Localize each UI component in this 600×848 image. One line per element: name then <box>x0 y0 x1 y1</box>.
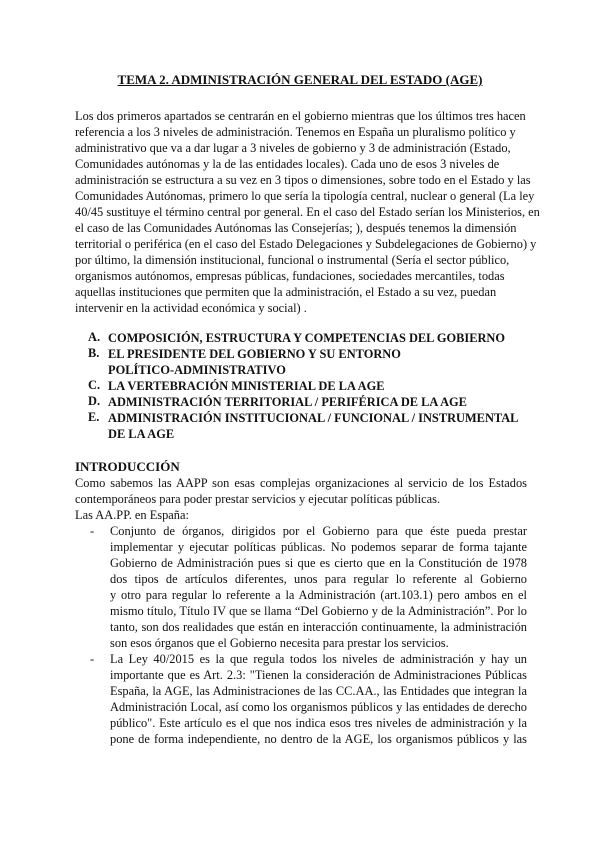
bullet-line: Gobierno de Administración pues si que es cierto que en la Constitución de 1978 <box>110 556 527 570</box>
outline-item <box>88 394 528 410</box>
outline-text: ADMINISTRACIÓN INSTITUCIONAL / FUNCIONAL / INSTRUMENTAL <box>108 411 519 425</box>
bullet-line: mismo título, Título IV que se llama “Del Gobierno y de la Administración”. Por lo <box>110 604 527 618</box>
bullet-line: público". Este artículo es el que nos indica esos tres niveles de administración y la <box>110 716 527 730</box>
outline-text: LA VERTEBRACIÓN MINISTERIAL DE LA AGE <box>108 379 385 393</box>
paragraph-line: Comunidades Autónomas, primero lo que sería la tipología central, nuclear o general (La ley <box>75 189 535 203</box>
outline-letter: C. <box>88 378 101 392</box>
outline-letter: D. <box>88 394 101 408</box>
paragraph-line: intervenir en la actividad económica y social) . <box>75 301 307 315</box>
bullet-dash: - <box>90 524 95 538</box>
outline-text: COMPOSICIÓN, ESTRUCTURA Y COMPETENCIAS DEL GOBIERNO <box>108 331 506 345</box>
outline-text: POLÍTICO-ADMINISTRATIVO <box>108 363 286 377</box>
bullet-item <box>75 651 527 747</box>
bullet-line: España, la AGE, las Administraciones de las CC.AA., las Entidades que integran la <box>110 684 527 698</box>
outline-text: EL PRESIDENTE DEL GOBIERNO Y SU ENTORNO <box>108 347 401 361</box>
bullet-line: dos tipos de artículos diferentes, unos para regular lo referente al Gobierno <box>110 572 527 586</box>
paragraph-line: Los dos primeros apartados se centrarán en el gobierno mientras que los últimos tres hacen <box>75 109 526 123</box>
outline-item <box>88 346 528 378</box>
bullet-line: implementar y ejecutar políticas públicas. No podemos separar de forma tajante <box>110 540 527 554</box>
page-title: TEMA 2. ADMINISTRACIÓN GENERAL DEL ESTADO (AGE) <box>117 72 483 87</box>
bullet-line: son esos órganos que el Gobierno necesita para prestar los servicios. <box>110 636 449 650</box>
paragraph-line: 40/45 sustituye el término central por general. En el caso del Estado serían los Ministerios, en <box>75 205 540 219</box>
paragraph-line: organismos autónomos, empresas públicas, fundaciones, sociedades mercantiles, todas <box>75 269 505 283</box>
body-line: Como sabemos las AAPP son esas complejas organizaciones al servicio de los Estados <box>75 476 527 490</box>
outline-letter: E. <box>88 410 100 424</box>
paragraph-line: el caso de las Comunidades Autónomas las Consejerías; ), después tenemos la dimensión <box>75 221 517 235</box>
bullet-line: pone de forma independiente, no dentro de la AGE, los organismos públicos y las <box>110 732 527 746</box>
introduccion-section <box>75 459 527 747</box>
outline-text: DE LA AGE <box>108 427 175 441</box>
bullet-line: tanto, son dos realidades que están en interacción continuamente, la administración <box>110 620 527 634</box>
paragraph-line: por último, la dimensión institucional, funcional o instrumental (Sería el sector público, <box>75 253 510 267</box>
paragraph-line: Comunidades autónomas y la de las entidades locales). Cada uno de esos 3 niveles de <box>75 157 500 171</box>
paragraph-line: referencia a los 3 niveles de administración. Tenemos en España un pluralismo político y <box>75 125 516 139</box>
outline-letter: B. <box>88 346 100 360</box>
bullet-item <box>75 523 527 651</box>
bullet-line: Conjunto de órganos, dirigidos por el Gobierno para que éste pueda prestar <box>110 524 527 538</box>
bullet-line: Administración Local, así como los organismos públicos y las entidades de derecho <box>110 700 527 714</box>
outline-item <box>88 410 528 442</box>
intro-paragraph <box>75 108 540 316</box>
body-line: contemporáneos para poder prestar servicios y ejecutar políticas públicas. <box>75 492 441 506</box>
bullet-dash: - <box>90 652 95 666</box>
paragraph-line: territorial o periférica (en el caso del Estado Delegaciones y Subdelegaciones de Gobierno) y <box>75 237 537 251</box>
paragraph-line: administrativo que va a dar lugar a 3 niveles de gobierno y 3 de administración (Estado, <box>75 141 511 155</box>
body-line: Las AA.PP. en España: <box>75 508 189 522</box>
paragraph-line: aquellas instituciones que permiten que la administración, el Estado a su vez, puedan <box>75 285 497 299</box>
bullet-line: y otro para regular lo referente a la Administración (art.103.1) pero ambos en el <box>110 588 527 602</box>
bullet-line: La Ley 40/2015 es la que regula todos los niveles de administración y hay un <box>110 652 527 666</box>
outline-text: ADMINISTRACIÓN TERRITORIAL / PERIFÉRICA DE LA AGE <box>108 395 467 409</box>
paragraph-line: administración se estructura a su vez en 3 tipos o dimensiones, sobre todo en el Estado y las <box>75 173 531 187</box>
outline-list <box>88 330 528 442</box>
bullet-line: importante que es Art. 2.3: "Tienen la consideración de Administraciones Públicas <box>110 668 527 682</box>
outline-item <box>88 330 528 346</box>
outline-letter: A. <box>88 330 101 344</box>
outline-item <box>88 378 528 394</box>
section-heading: INTRODUCCIÓN <box>75 459 180 474</box>
